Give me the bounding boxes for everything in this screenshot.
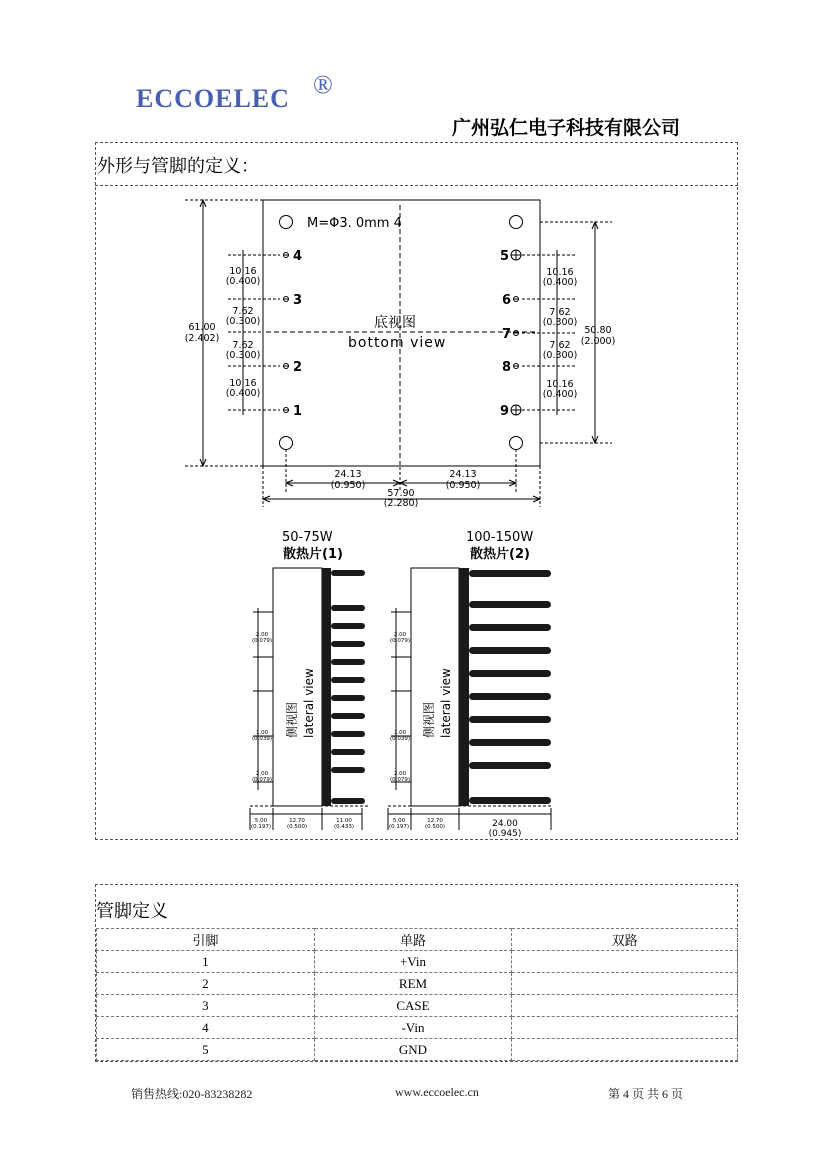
pin-number: 4 bbox=[97, 1017, 315, 1039]
dim-label: 50.80 bbox=[584, 325, 612, 336]
table-row bbox=[97, 995, 738, 1017]
dim-label: 57.90 bbox=[387, 488, 415, 499]
dim-label: 7.62 bbox=[549, 340, 571, 351]
pin-single: CASE bbox=[314, 995, 512, 1017]
dim-label: 61.00 bbox=[188, 322, 216, 333]
dim-label: (0.500) bbox=[286, 824, 308, 830]
dim-label: (0.500) bbox=[424, 824, 446, 830]
pin-label: 2 bbox=[293, 360, 303, 375]
pin-label: 4 bbox=[293, 249, 303, 264]
mount-hole-note: M=Φ3. 0mm 4 bbox=[307, 216, 402, 231]
dim-label: 24.00 bbox=[492, 819, 518, 829]
pin-number: 5 bbox=[97, 1039, 315, 1061]
heatsink2-name: 散热片(2) bbox=[470, 547, 530, 562]
pin-table bbox=[96, 928, 738, 1061]
column-header: 引脚 bbox=[97, 929, 315, 951]
heatsink2-base bbox=[459, 568, 469, 806]
pin-table-title: 管脚定义 bbox=[96, 901, 168, 922]
dim-label: (0.197) bbox=[388, 824, 410, 830]
dim-label: (0.039) bbox=[389, 736, 411, 742]
dim-label: 7.62 bbox=[232, 306, 254, 317]
column-header: 单路 bbox=[314, 929, 512, 951]
dim-label: 1.00 bbox=[255, 730, 269, 736]
pin-dual bbox=[512, 1017, 738, 1039]
heatsink2-power: 100-150W bbox=[466, 530, 534, 545]
pin-dual bbox=[512, 1039, 738, 1061]
dim-label: (0.300) bbox=[225, 350, 261, 361]
dim-label: 7.62 bbox=[232, 340, 254, 351]
dim-label: 24.13 bbox=[334, 469, 362, 480]
outline-drawing bbox=[96, 187, 736, 839]
registered-mark: ® bbox=[313, 70, 333, 99]
pin-single: REM bbox=[314, 973, 512, 995]
module-outline bbox=[263, 200, 540, 466]
dim-label: (2.280) bbox=[383, 498, 419, 509]
dim-label: (0.400) bbox=[542, 389, 578, 400]
heatsink1-base bbox=[322, 568, 331, 806]
pin-label: 6 bbox=[502, 293, 512, 308]
pin-label: 8 bbox=[502, 360, 512, 375]
dim-label: 12.70 bbox=[289, 818, 305, 824]
dim-label: 10.16 bbox=[546, 379, 574, 390]
dim-label: 2.00 bbox=[255, 771, 269, 777]
pin-dual bbox=[512, 973, 738, 995]
mount-hole bbox=[280, 216, 293, 229]
dim-label: (0.950) bbox=[330, 480, 366, 491]
table-row bbox=[97, 1017, 738, 1039]
pin-dual bbox=[512, 995, 738, 1017]
pin-single: +Vin bbox=[314, 951, 512, 973]
table-header-row bbox=[97, 929, 738, 951]
mount-hole bbox=[510, 437, 523, 450]
dim-label: (0.079) bbox=[251, 777, 273, 783]
pin-dual bbox=[512, 951, 738, 973]
dim-label: 5.00 bbox=[254, 818, 268, 824]
dim-label: 24.13 bbox=[449, 469, 477, 480]
dim-label: (0.433) bbox=[333, 824, 355, 830]
dim-label: 12.70 bbox=[427, 818, 443, 824]
pin-number: 2 bbox=[97, 973, 315, 995]
heatsink2-label-cn: 侧视图 bbox=[422, 701, 436, 738]
dim-label: 5.00 bbox=[392, 818, 406, 824]
dim-label: (0.039) bbox=[251, 736, 273, 742]
bottom-view-label-cn: 底视图 bbox=[374, 315, 416, 331]
pin-single: -Vin bbox=[314, 1017, 512, 1039]
page-number: 第 4 页 共 6 页 bbox=[608, 1087, 684, 1101]
mount-hole bbox=[280, 437, 293, 450]
dim-label: (0.079) bbox=[389, 777, 411, 783]
dim-label: (0.400) bbox=[225, 388, 261, 399]
dim-label: (0.300) bbox=[542, 350, 578, 361]
mount-hole bbox=[510, 216, 523, 229]
pin-label: 9 bbox=[500, 404, 510, 419]
dim-label: 1.00 bbox=[393, 730, 407, 736]
pin-label: 5 bbox=[500, 249, 510, 264]
dim-label: (2.402) bbox=[184, 333, 220, 344]
dim-label: (0.079) bbox=[251, 638, 273, 644]
heatsink1-label-en: lateral view bbox=[302, 668, 316, 738]
dim-label: (0.950) bbox=[445, 480, 481, 491]
pin-number: 3 bbox=[97, 995, 315, 1017]
heatsink2-label-en: lateral view bbox=[439, 668, 453, 738]
bottom-view-label-en: bottom view bbox=[348, 335, 447, 351]
table-row bbox=[97, 1039, 738, 1061]
dim-label: 7.62 bbox=[549, 307, 571, 318]
heatsink1-power: 50-75W bbox=[282, 530, 333, 545]
outline-title: 外形与管脚的定义： bbox=[97, 156, 259, 177]
pin-label: 1 bbox=[293, 404, 303, 419]
dim-label: 10.16 bbox=[229, 266, 257, 277]
heatsink1-label-cn: 侧视图 bbox=[285, 701, 299, 738]
pin-label: 7 bbox=[502, 327, 512, 342]
dim-label: 10.16 bbox=[546, 267, 574, 278]
table-row bbox=[97, 951, 738, 973]
dim-label: 11.00 bbox=[336, 818, 352, 824]
dim-label: (0.400) bbox=[542, 277, 578, 288]
dim-label: (2.000) bbox=[580, 336, 616, 347]
heatsink1-name: 散热片(1) bbox=[283, 547, 343, 562]
dim-label: 2.00 bbox=[393, 771, 407, 777]
pin-single: GND bbox=[314, 1039, 512, 1061]
company-name: 广州弘仁电子科技有限公司 bbox=[452, 117, 681, 139]
dim-label: (0.079) bbox=[389, 638, 411, 644]
sales-hotline: 销售热线:020-83238282 bbox=[131, 1087, 253, 1101]
dim-label: (0.945) bbox=[488, 829, 522, 839]
dim-label: (0.300) bbox=[225, 316, 261, 327]
website-link[interactable]: www.eccoelec.cn bbox=[395, 1085, 479, 1099]
pin-number: 1 bbox=[97, 951, 315, 973]
pin-label: 3 bbox=[293, 293, 303, 308]
dim-label: 2.00 bbox=[393, 632, 407, 638]
dim-label: (0.197) bbox=[250, 824, 272, 830]
table-row bbox=[97, 973, 738, 995]
dim-label: 10.16 bbox=[229, 378, 257, 389]
dim-label: (0.400) bbox=[225, 276, 261, 287]
dim-label: 2.00 bbox=[255, 632, 269, 638]
column-header: 双路 bbox=[512, 929, 738, 951]
dim-label: (0.300) bbox=[542, 317, 578, 328]
company-logo: ECCOELEC bbox=[136, 84, 290, 113]
